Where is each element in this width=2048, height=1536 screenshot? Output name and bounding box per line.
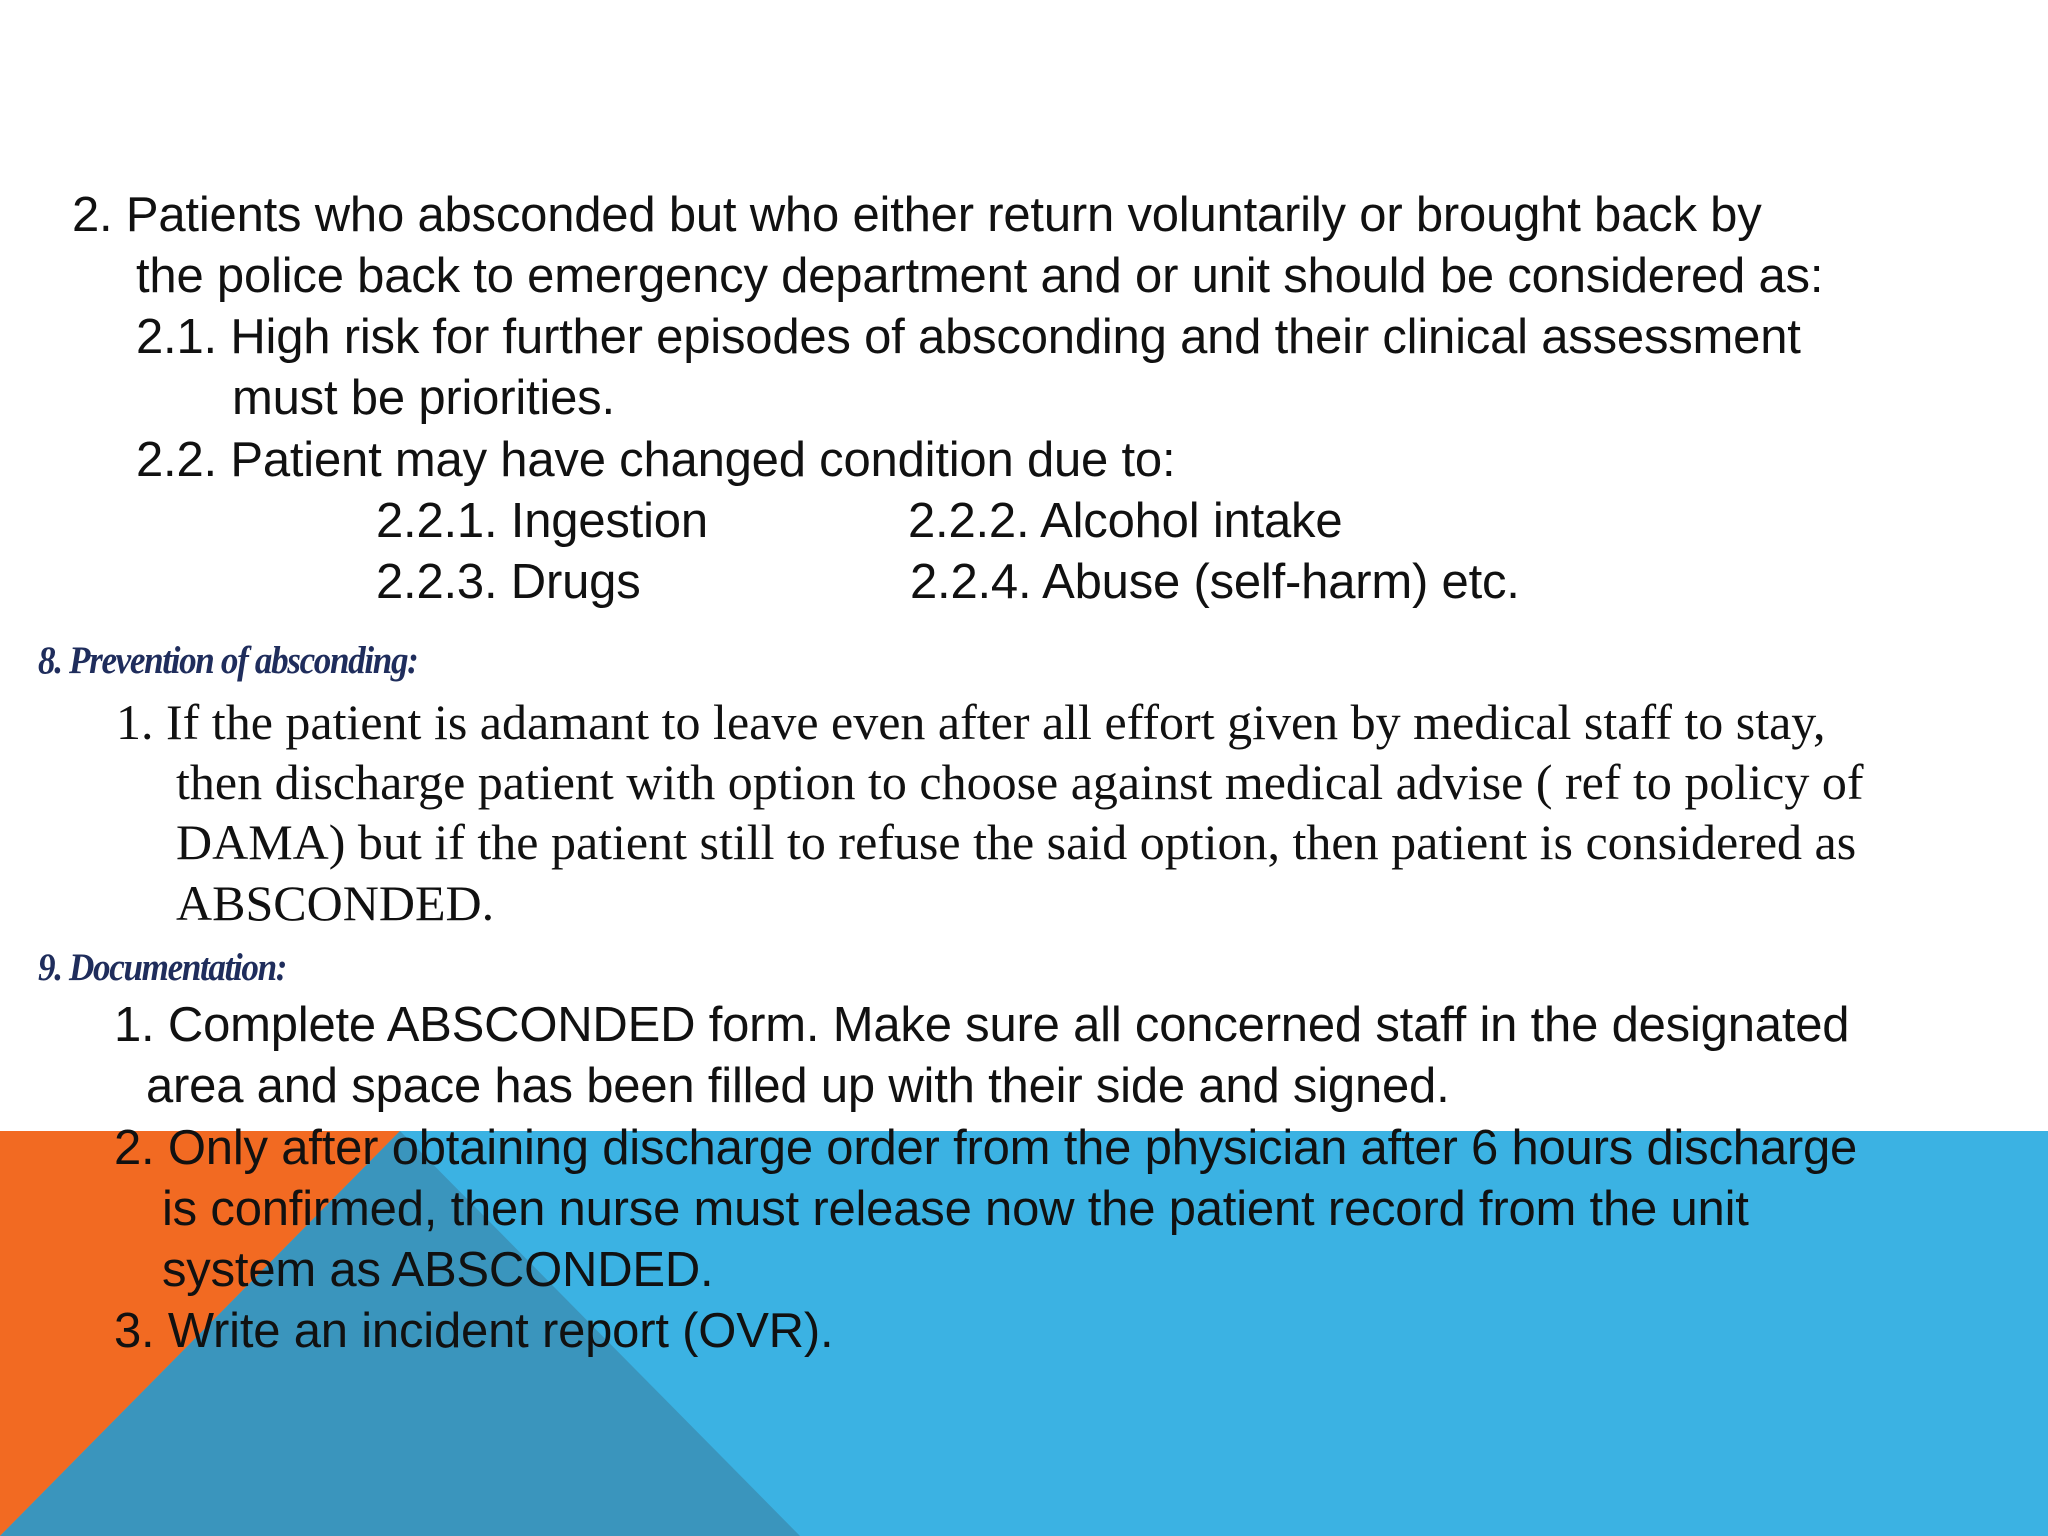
section-2-1-line-1: 2.1. High risk for further episodes of absconding and their clinical assessment [136, 310, 1801, 364]
prevention-line-1: 1. If the patient is adamant to leave even after all effort given by medical staff to stay, [116, 694, 1826, 750]
item-2-2-2: 2.2.2. Alcohol intake [908, 494, 1343, 548]
documentation-line-3: 2. Only after obtaining discharge order from the physician after 6 hours discharge [114, 1121, 1858, 1175]
documentation-line-1: 1. Complete ABSCONDED form. Make sure all concerned staff in the designated [114, 998, 1850, 1052]
documentation-line-2: area and space has been filled up with their side and signed. [146, 1059, 1450, 1113]
prevention-line-4: ABSCONDED. [176, 875, 495, 931]
prevention-line-3: DAMA) but if the patient still to refuse the said option, then patient is considered as [176, 814, 1857, 870]
item-2-2-3: 2.2.3. Drugs [376, 555, 641, 609]
section-2-line-1: 2. Patients who absconded but who either return voluntarily or brought back by [72, 188, 1762, 242]
prevention-line-2: then discharge patient with option to choose against medical advise ( ref to policy of [176, 754, 1864, 810]
section-2-1-line-2: must be priorities. [232, 371, 615, 425]
documentation-line-6: 3. Write an incident report (OVR). [114, 1304, 834, 1358]
prevention-heading: 8. Prevention of absconding: [38, 639, 418, 682]
section-2-line-2: the police back to emergency department and or unit should be considered as: [136, 249, 1824, 303]
documentation-heading: 9. Documentation: [38, 946, 287, 989]
documentation-line-5: system as ABSCONDED. [162, 1243, 714, 1297]
documentation-line-4: is confirmed, then nurse must release now the patient record from the unit [162, 1182, 1749, 1236]
section-2-2-line: 2.2. Patient may have changed condition due to: [136, 433, 1176, 487]
item-2-2-4: 2.2.4. Abuse (self-harm) etc. [910, 555, 1520, 609]
item-2-2-1: 2.2.1. Ingestion [376, 494, 708, 548]
